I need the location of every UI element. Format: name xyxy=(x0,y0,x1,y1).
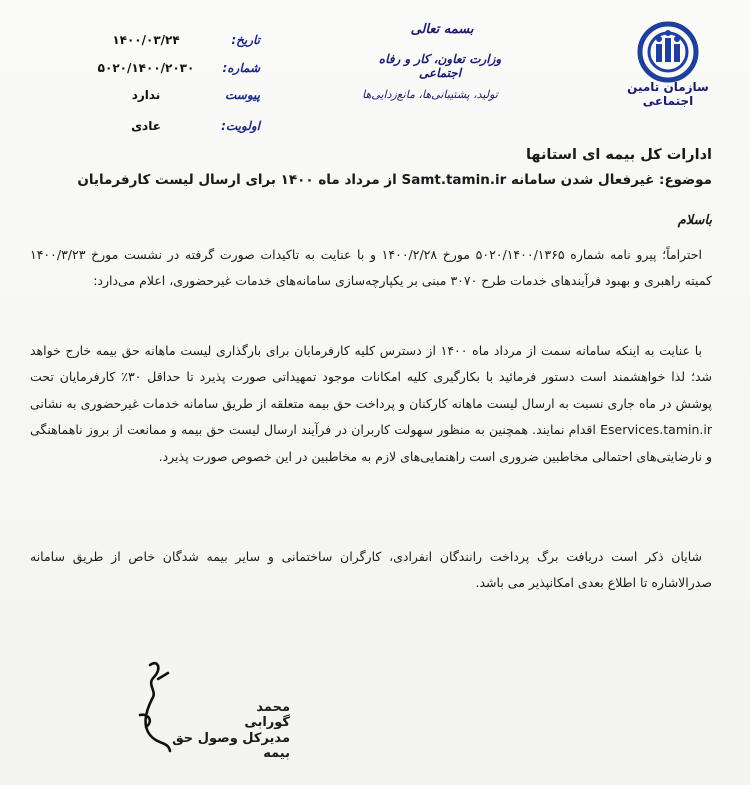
meta-number-label: شماره: xyxy=(222,61,260,75)
signatory-title: مدیرکل وصول حق بیمه xyxy=(172,731,290,761)
meta-priority-row xyxy=(80,116,260,136)
meta-priority-label: اولویت: xyxy=(221,119,260,133)
letter-paragraph-3: شایان ذکر است دریافت برگ پرداخت رانندگان انفرادی، کارگران ساختمانی و سایر بیمه شدگان خاص از طریق سامانه صدرالاشاره تا اطلاع بعدی امکانپذیر می باشد. xyxy=(30,549,712,591)
signatory-name: محمد گورابی xyxy=(244,700,290,730)
ministry-heading: وزارت تعاون، کار و رفاه اجتماعی xyxy=(378,52,502,80)
meta-priority-value: عادی xyxy=(131,119,161,133)
letter-paragraph-2: با عنایت به اینکه سامانه سمت از مرداد ماه ۱۴۰۰ از دسترس کلیه کارفرمایان برای بارگذاری لیست ماهانه حق بیمه خارج خواهد شد؛ لذا خواهشمند است دستور فرمائید با بکارگیری کلیه امکانات موجود تمهیداتی صورت پذیرد تا حداقل ۳۰٪ کارفرمایان تحت پوشش در ماه جاری نسبت به ارسال لیست ماهانه کارکنان و پرداخت حق بیمه متعلقه از طریق سامانه خدمات غیرحضوری به نشانی Eservices.tamin.ir اقدام نمایند. همچنین به منظور سهولت کاربران در فرآیند ارسال لیست حق بیمه و ممانعت از بروز ناهماهنگی و نارضایتی‌های احتمالی مخاطبین ضروری است راهنمایی‌های لازم به مخاطبین در این خصوص صورت پذیرد. xyxy=(30,343,713,464)
letter-recipient: ادارات کل بیمه ای استانها xyxy=(525,147,712,163)
letter-subject: موضوع: غیرفعال شدن سامانه Samt.tamin.ir از مرداد ماه ۱۴۰۰ برای ارسال لیست کارفرمایان xyxy=(77,172,712,188)
slogan-heading: تولید، پشتیبانی‌ها، مانع‌زدایی‌ها xyxy=(362,88,498,101)
meta-attachment-label: پیوست xyxy=(225,88,260,102)
letter-paragraph-1: احتراماً؛ پیرو نامه شماره ۵۰۲۰/۱۴۰۰/۱۳۶۵ مورخ ۱۴۰۰/۲/۲۸ و با عنایت به تاکیدات صورت گرفته در نشست مورخ ۱۴۰۰/۳/۲۳ کمیته راهبری و بهبود فرآیندهای خدمات طرح ۳۰۷۰ مبنی بر یکپارچه‌سازی سامانه‌های خدمات غیرحضوری، اعلام می‌دارد: xyxy=(30,247,712,289)
meta-attachment-value: ندارد xyxy=(131,88,161,102)
letter-greeting: باسلام xyxy=(677,213,712,228)
meta-date-row xyxy=(80,30,260,50)
organization-caption: سازمان تامین اجتماعی xyxy=(627,80,709,108)
meta-number-value: ۵۰۲۰/۱۴۰۰/۲۰۳۰ xyxy=(97,61,195,75)
meta-date-value: ۱۴۰۰/۰۳/۲۴ xyxy=(112,33,180,47)
meta-attachment-row xyxy=(80,85,260,105)
meta-number-row xyxy=(80,58,260,78)
bismillah-heading: بسمه تعالی xyxy=(410,22,474,37)
meta-date-label: تاریخ: xyxy=(231,33,260,47)
